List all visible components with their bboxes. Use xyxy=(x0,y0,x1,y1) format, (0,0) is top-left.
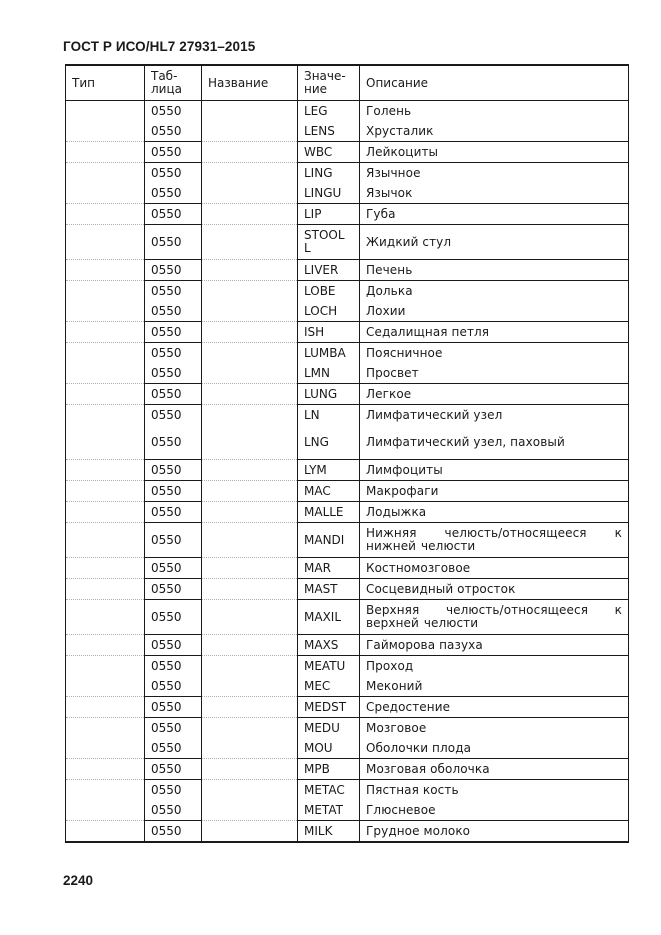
cell-name xyxy=(202,363,298,384)
cell-value: LEG xyxy=(298,101,360,122)
cell-type xyxy=(66,405,145,426)
cell-name xyxy=(202,322,298,343)
cell-name xyxy=(202,260,298,281)
table-row xyxy=(66,821,629,843)
cell-table: 0550 xyxy=(145,204,202,225)
cell-value: LUNG xyxy=(298,384,360,405)
cell-name xyxy=(202,163,298,184)
cell-description: Хрусталик xyxy=(360,121,629,142)
cell-name xyxy=(202,697,298,718)
cell-name xyxy=(202,405,298,426)
table-row xyxy=(66,204,629,225)
cell-type xyxy=(66,121,145,142)
cell-table: 0550 xyxy=(145,718,202,739)
cell-table: 0550 xyxy=(145,481,202,502)
cell-description: Лохии xyxy=(360,301,629,322)
col-header-table: Таб- лица xyxy=(145,65,202,101)
table-row xyxy=(66,656,629,677)
cell-type xyxy=(66,260,145,281)
cell-type xyxy=(66,322,145,343)
table-row xyxy=(66,425,629,460)
cell-description: Нижняя челюсть/относящееся к нижней челюсти xyxy=(360,523,629,558)
cell-table: 0550 xyxy=(145,183,202,204)
cell-description: Долька xyxy=(360,281,629,302)
cell-table: 0550 xyxy=(145,738,202,759)
table-row xyxy=(66,780,629,801)
cell-type xyxy=(66,718,145,739)
cell-type xyxy=(66,363,145,384)
cell-type xyxy=(66,697,145,718)
cell-table: 0550 xyxy=(145,558,202,579)
col-header-name: Название xyxy=(202,65,298,101)
cell-value: LOBE xyxy=(298,281,360,302)
cell-table: 0550 xyxy=(145,101,202,122)
cell-description: Язычок xyxy=(360,183,629,204)
cell-value: LING xyxy=(298,163,360,184)
cell-value: LNG xyxy=(298,425,360,460)
table-row xyxy=(66,343,629,364)
table-body xyxy=(66,101,629,843)
cell-description: Язычное xyxy=(360,163,629,184)
cell-value: MEDST xyxy=(298,697,360,718)
cell-name xyxy=(202,121,298,142)
cell-value: MAR xyxy=(298,558,360,579)
col-header-description: Описание xyxy=(360,65,629,101)
cell-value: LINGU xyxy=(298,183,360,204)
cell-description: Гайморова пазуха xyxy=(360,635,629,656)
cell-type xyxy=(66,579,145,600)
cell-table: 0550 xyxy=(145,759,202,780)
cell-name xyxy=(202,600,298,635)
cell-value: MAC xyxy=(298,481,360,502)
cell-type xyxy=(66,163,145,184)
cell-description: Лодыжка xyxy=(360,502,629,523)
cell-description: Средостение xyxy=(360,697,629,718)
cell-description: Проход xyxy=(360,656,629,677)
cell-table: 0550 xyxy=(145,600,202,635)
cell-name xyxy=(202,204,298,225)
cell-value: MALLE xyxy=(298,502,360,523)
cell-type xyxy=(66,821,145,843)
cell-table: 0550 xyxy=(145,260,202,281)
cell-table: 0550 xyxy=(145,301,202,322)
cell-name xyxy=(202,281,298,302)
cell-description: Жидкий стул xyxy=(360,225,629,260)
cell-table: 0550 xyxy=(145,800,202,821)
cell-value: MEC xyxy=(298,676,360,697)
cell-value: MEATU xyxy=(298,656,360,677)
cell-description: Поясничное xyxy=(360,343,629,364)
cell-name xyxy=(202,142,298,163)
cell-table: 0550 xyxy=(145,121,202,142)
cell-name xyxy=(202,780,298,801)
cell-description: Макрофаги xyxy=(360,481,629,502)
table-row xyxy=(66,405,629,426)
cell-value: MEDU xyxy=(298,718,360,739)
table-row xyxy=(66,635,629,656)
cell-table: 0550 xyxy=(145,322,202,343)
cell-table: 0550 xyxy=(145,821,202,843)
cell-type xyxy=(66,343,145,364)
table-row xyxy=(66,384,629,405)
cell-table: 0550 xyxy=(145,281,202,302)
cell-type xyxy=(66,142,145,163)
cell-table: 0550 xyxy=(145,142,202,163)
table-row xyxy=(66,322,629,343)
cell-table: 0550 xyxy=(145,363,202,384)
cell-type xyxy=(66,600,145,635)
table-row xyxy=(66,363,629,384)
cell-table: 0550 xyxy=(145,343,202,364)
cell-type xyxy=(66,281,145,302)
cell-description: Лимфатический узел xyxy=(360,405,629,426)
cell-type xyxy=(66,101,145,122)
cell-value: LIP xyxy=(298,204,360,225)
cell-name xyxy=(202,759,298,780)
cell-table: 0550 xyxy=(145,425,202,460)
table-row xyxy=(66,600,629,635)
table-row xyxy=(66,301,629,322)
cell-name xyxy=(202,225,298,260)
cell-table: 0550 xyxy=(145,697,202,718)
cell-type xyxy=(66,183,145,204)
cell-name xyxy=(202,301,298,322)
cell-name xyxy=(202,183,298,204)
cell-description: Грудное молоко xyxy=(360,821,629,843)
table-row xyxy=(66,502,629,523)
cell-table: 0550 xyxy=(145,163,202,184)
cell-type xyxy=(66,738,145,759)
table-row xyxy=(66,460,629,481)
cell-value: METAT xyxy=(298,800,360,821)
table-row xyxy=(66,718,629,739)
cell-type xyxy=(66,523,145,558)
table-row xyxy=(66,183,629,204)
cell-value: MAST xyxy=(298,579,360,600)
table-row xyxy=(66,738,629,759)
cell-description: Мозговое xyxy=(360,718,629,739)
cell-description: Лимфоциты xyxy=(360,460,629,481)
cell-description: Пястная кость xyxy=(360,780,629,801)
table-row xyxy=(66,558,629,579)
table-row xyxy=(66,579,629,600)
table-row xyxy=(66,142,629,163)
cell-description: Мозговая оболочка xyxy=(360,759,629,780)
cell-description: Легкое xyxy=(360,384,629,405)
cell-name xyxy=(202,800,298,821)
cell-type xyxy=(66,460,145,481)
cell-name xyxy=(202,558,298,579)
cell-value: LUMBA xyxy=(298,343,360,364)
cell-table: 0550 xyxy=(145,405,202,426)
cell-description: Глюсневое xyxy=(360,800,629,821)
cell-type xyxy=(66,384,145,405)
cell-type xyxy=(66,780,145,801)
table-row xyxy=(66,676,629,697)
cell-type xyxy=(66,759,145,780)
cell-type xyxy=(66,676,145,697)
cell-table: 0550 xyxy=(145,502,202,523)
cell-value: WBC xyxy=(298,142,360,163)
cell-name xyxy=(202,101,298,122)
cell-type xyxy=(66,558,145,579)
cell-name xyxy=(202,523,298,558)
cell-description: Верхняя челюсть/относящееся к верхней челюсти xyxy=(360,600,629,635)
cell-description: Меконий xyxy=(360,676,629,697)
cell-name xyxy=(202,738,298,759)
cell-value: MANDI xyxy=(298,523,360,558)
cell-value: LYM xyxy=(298,460,360,481)
cell-name xyxy=(202,460,298,481)
cell-value: METAC xyxy=(298,780,360,801)
cell-value: MILK xyxy=(298,821,360,843)
cell-value: LMN xyxy=(298,363,360,384)
col-header-value: Значе- ние xyxy=(298,65,360,101)
cell-table: 0550 xyxy=(145,656,202,677)
cell-name xyxy=(202,425,298,460)
cell-type xyxy=(66,635,145,656)
cell-value: LN xyxy=(298,405,360,426)
cell-type xyxy=(66,502,145,523)
cell-description: Сосцевидный отросток xyxy=(360,579,629,600)
cell-value: MPB xyxy=(298,759,360,780)
cell-value: LOCH xyxy=(298,301,360,322)
cell-value: ISH xyxy=(298,322,360,343)
cell-name xyxy=(202,481,298,502)
document-header: ГОСТ Р ИСО/HL7 27931–2015 xyxy=(63,39,256,54)
cell-name xyxy=(202,676,298,697)
cell-type xyxy=(66,301,145,322)
cell-type xyxy=(66,425,145,460)
cell-value: LENS xyxy=(298,121,360,142)
cell-name xyxy=(202,656,298,677)
cell-table: 0550 xyxy=(145,780,202,801)
cell-description: Губа xyxy=(360,204,629,225)
cell-type xyxy=(66,204,145,225)
cell-value: MOU xyxy=(298,738,360,759)
cell-name xyxy=(202,579,298,600)
table-row xyxy=(66,163,629,184)
cell-description: Лейкоциты xyxy=(360,142,629,163)
cell-description: Просвет xyxy=(360,363,629,384)
cell-table: 0550 xyxy=(145,523,202,558)
cell-table: 0550 xyxy=(145,579,202,600)
cell-table: 0550 xyxy=(145,384,202,405)
cell-type xyxy=(66,800,145,821)
cell-description: Лимфатический узел, паховый xyxy=(360,425,629,460)
cell-table: 0550 xyxy=(145,225,202,260)
table-row xyxy=(66,759,629,780)
cell-value: MAXS xyxy=(298,635,360,656)
cell-type xyxy=(66,225,145,260)
cell-name xyxy=(202,343,298,364)
cell-description: Костномозговое xyxy=(360,558,629,579)
cell-description: Седалищная петля xyxy=(360,322,629,343)
table-row xyxy=(66,697,629,718)
cell-table: 0550 xyxy=(145,460,202,481)
table-row xyxy=(66,523,629,558)
cell-value: STOOL L xyxy=(298,225,360,260)
cell-value: MAXIL xyxy=(298,600,360,635)
page-number: 2240 xyxy=(63,873,94,888)
cell-type xyxy=(66,656,145,677)
table-row xyxy=(66,281,629,302)
cell-name xyxy=(202,502,298,523)
cell-description: Голень xyxy=(360,101,629,122)
cell-name xyxy=(202,718,298,739)
cell-description: Печень xyxy=(360,260,629,281)
cell-description: Оболочки плода xyxy=(360,738,629,759)
cell-value: LIVER xyxy=(298,260,360,281)
code-table xyxy=(65,64,629,843)
table-row xyxy=(66,260,629,281)
cell-name xyxy=(202,384,298,405)
cell-type xyxy=(66,481,145,502)
table-row xyxy=(66,121,629,142)
table-row xyxy=(66,800,629,821)
cell-name xyxy=(202,821,298,843)
table-header-row xyxy=(66,65,629,101)
table-row xyxy=(66,225,629,260)
cell-name xyxy=(202,635,298,656)
table-row xyxy=(66,101,629,122)
cell-table: 0550 xyxy=(145,635,202,656)
cell-table: 0550 xyxy=(145,676,202,697)
table-row xyxy=(66,481,629,502)
col-header-type: Тип xyxy=(66,65,145,101)
